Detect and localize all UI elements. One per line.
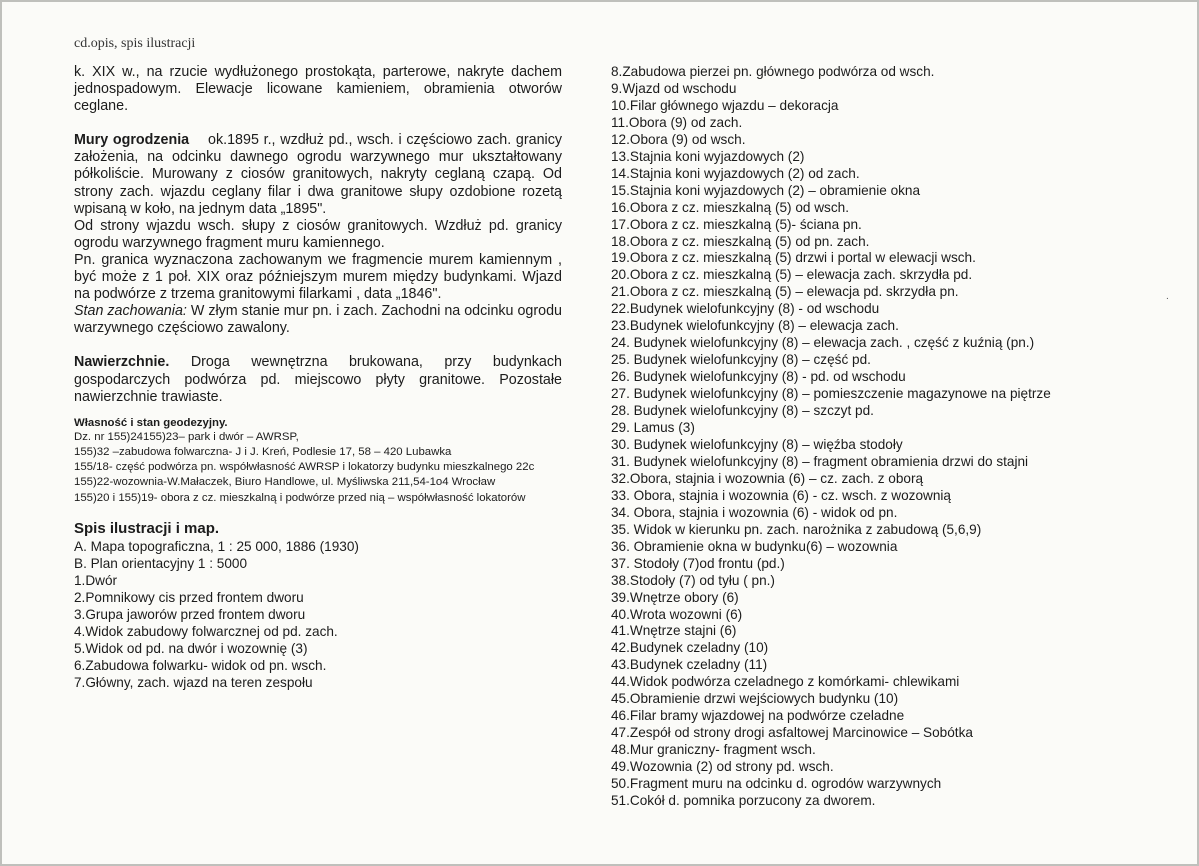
illustration-item: 19.Obora z cz. mieszkalną (5) drzwi i portal w elewacji wsch. <box>611 250 976 266</box>
illustration-item: 28. Budynek wielofunkcyjny (8) – szczyt pd. <box>611 403 874 419</box>
illustration-item: 9.Wjazd od wschodu <box>611 80 737 96</box>
walls-paragraph <box>74 132 562 217</box>
right-column <box>611 64 1081 810</box>
illustration-item: 3.Grupa jaworów przed frontem dworu <box>74 607 306 623</box>
illustration-item: 47.Zespół od strony drogi asfaltowej Marcinowice – Sobótka <box>611 725 973 741</box>
walls-paragraph-2: Od strony wjazdu wsch. słupy z ciosów granitowych. Wzdłuż pd. granicy ogrodu warzywnego fragment muru kamiennego. <box>74 217 562 251</box>
illustration-item: 20.Obora z cz. mieszkalną (5) – elewacja zach. skrzydła pd. <box>611 267 973 283</box>
illustration-item: 42.Budynek czeladny (10) <box>611 640 769 656</box>
illustration-item: 12.Obora (9) od wsch. <box>611 131 746 147</box>
illustration-item: 13.Stajnia koni wyjazdowych (2) <box>611 148 805 164</box>
illustration-item: 50.Fragment muru na odcinku d. ogrodów warzywnych <box>611 776 942 792</box>
illustration-item: 1.Dwór <box>74 572 118 588</box>
page-header: cd.opis, spis ilustracji <box>74 36 196 51</box>
illustration-item: B. Plan orientacyjny 1 : 5000 <box>74 555 248 571</box>
illustration-item: 27. Budynek wielofunkcyjny (8) – pomieszczenie magazynowe na piętrze <box>611 386 1051 402</box>
illustrations-title: Spis ilustracji i map. <box>74 519 220 537</box>
illustration-item: 26. Budynek wielofunkcyjny (8) - pd. od wschodu <box>611 369 906 385</box>
illustration-item: 37. Stodoły (7)od frontu (pd.) <box>611 555 785 571</box>
illustration-item: 16.Obora z cz. mieszkalną (5) od wsch. <box>611 199 849 215</box>
illustration-item: 23.Budynek wielofunkcyjny (8) – elewacja zach. <box>611 318 899 334</box>
illustration-item: 5.Widok od pd. na dwór i wozownię (3) <box>74 641 308 657</box>
illustration-item: 48.Mur graniczny- fragment wsch. <box>611 742 816 758</box>
illustration-item: 33. Obora, stajnia i wozownia (6) - cz. wsch. z wozownią <box>611 487 951 503</box>
surfaces-title: Nawierzchnie. <box>74 354 170 371</box>
illustration-item: 22.Budynek wielofunkcyjny (8) - od wschodu <box>611 301 880 317</box>
surfaces-paragraph <box>74 354 562 405</box>
illustration-item: 24. Budynek wielofunkcyjny (8) – elewacja zach. , część z kuźnią (pn.) <box>611 335 1035 351</box>
illustration-item: 34. Obora, stajnia i wozownia (6) - widok od pn. <box>611 504 898 520</box>
illustration-item: 21.Obora z cz. mieszkalną (5) – elewacja pd. skrzydła pn. <box>611 284 959 300</box>
illustration-item: 44.Widok podwórza czeladnego z komórkami- chlewikami <box>611 674 960 690</box>
illustration-item: 14.Stajnia koni wyjazdowych (2) od zach. <box>611 165 860 181</box>
ownership-title: Własność i stan geodezyjny. <box>74 416 228 429</box>
illustration-item: 30. Budynek wielofunkcyjny (8) – więźba stodoły <box>611 436 903 452</box>
illustration-item: 51.Cokół d. pomnika porzucony za dworem. <box>611 792 876 808</box>
illustration-item: 7.Główny, zach. wjazd na teren zespołu <box>74 675 313 691</box>
illustration-item: 31. Budynek wielofunkcyjny (8) – fragment obramienia drzwi do stajni <box>611 453 1029 469</box>
illustration-item: 17.Obora z cz. mieszkalną (5)- ściana pn. <box>611 216 862 232</box>
illustration-item: 6.Zabudowa folwarku- widok od pn. wsch. <box>74 658 327 674</box>
ownership-line: 155)20 i 155)19- obora z cz. mieszkalną i podwórze przed nią – współwłasność lokatorów <box>74 491 526 504</box>
illustration-item: 35. Widok w kierunku pn. zach. narożnika z zabudową (5,6,9) <box>611 521 982 537</box>
walls-title: Mury ogrodzenia <box>74 132 190 149</box>
walls-paragraph-3: Pn. granica wyznaczona zachowanym we fragmencie murem kamiennym , być może z 1 poł. XIX oraz późniejszym murem między budynkami. Wjazd na podwórze z trzema granitowymi filarkami , data „1846". <box>74 251 562 303</box>
ownership-line: 155/18- część podwórza pn. współwłasność AWRSP i lokatorzy budynku mieszkalnego 22c <box>74 461 535 474</box>
illustration-item: 39.Wnętrze obory (6) <box>611 589 739 605</box>
illustration-item: 2.Pomnikowy cis przed frontem dworu <box>74 589 304 605</box>
illustration-item: 11.Obora (9) od zach. <box>611 114 743 130</box>
left-column <box>74 64 562 692</box>
illustration-item: 40.Wrota wozowni (6) <box>611 606 743 622</box>
scan-speck: . <box>1166 291 1169 302</box>
illustration-item: 46.Filar bramy wjazdowej na podwórze czeladne <box>611 708 905 724</box>
illustrations-list-right <box>611 64 1081 810</box>
condition-label: Stan zachowania: <box>74 303 187 320</box>
surfaces-text: Droga wewnętrzna brukowana, przy budynkach gospodarczych podwórza pd. miejscowo płyty granitowe. Pozostałe nawierzchnie trawiaste. <box>74 354 562 405</box>
illustration-item: 32.Obora, stajnia i wozownia (6) – cz. zach. z oborą <box>611 470 924 486</box>
illustration-item: 15.Stajnia koni wyjazdowych (2) – obramienie okna <box>611 182 921 198</box>
illustration-item: 8.Zabudowa pierzei pn. głównego podwórza od wsch. <box>611 64 935 79</box>
illustration-item: 4.Widok zabudowy folwarcznej od pd. zach. <box>74 624 338 640</box>
ownership-line: 155)32 –zabudowa folwarczna- J i J. Kreń, Podlesie 17, 58 – 420 Lubawka <box>74 445 452 458</box>
illustration-item: 29. Lamus (3) <box>611 420 695 436</box>
illustration-item: 25. Budynek wielofunkcyjny (8) – część pd. <box>611 352 871 368</box>
illustration-item: 38.Stodoły (7) od tyłu ( pn.) <box>611 572 775 588</box>
ownership-list <box>74 430 562 506</box>
illustration-item: 49.Wozownia (2) od strony pd. wsch. <box>611 759 834 775</box>
condition-paragraph <box>74 303 562 337</box>
illustration-item: 10.Filar głównego wjazdu – dekoracja <box>611 97 839 113</box>
illustration-item: 36. Obramienie okna w budynku(6) – wozownia <box>611 538 898 554</box>
illustration-item: 18.Obora z cz. mieszkalną (5) od pn. zach. <box>611 233 870 249</box>
condition-text: W złym stanie mur pn. i zach. Zachodni na odcinku ogrodu warzywnego częściowo zawalony. <box>74 303 562 337</box>
ownership-line: 155)22-wozownia-W.Małaczek, Biuro Handlowe, ul. Myśliwska 211,54-1o4 Wrocław <box>74 476 496 489</box>
ownership-line: Dz. nr 155)24155)23– park i dwór – AWRSP, <box>74 430 299 443</box>
intro-paragraph: k. XIX w., na rzucie wydłużonego prostokąta, parterowe, nakryte dachem jednospadowym. Elewacje licowane kamieniem, obramienia otworów ceglane. <box>74 64 562 115</box>
illustrations-list-left <box>74 538 562 692</box>
illustration-item: 41.Wnętrze stajni (6) <box>611 623 737 639</box>
illustration-item: A. Mapa topograficzna, 1 : 25 000, 1886 (1930) <box>74 538 359 554</box>
illustration-item: 45.Obramienie drzwi wejściowych budynku (10) <box>611 691 899 707</box>
walls-text: ok.1895 r., wzdłuż pd., wsch. i częściowo zach. granicy założenia, na odcinku dawnego ogrodu warzywnego mur ukształtowany półkoliście. Murowany z ciosów granitowych, nakryty ceglaną czapą. Od strony zach. wjazdu ceglany filar i dwa granitowe słupy ozdobione rozetą wpisaną w koło, na jednym data „1895". <box>74 132 563 217</box>
illustration-item: 43.Budynek czeladny (11) <box>611 657 768 673</box>
